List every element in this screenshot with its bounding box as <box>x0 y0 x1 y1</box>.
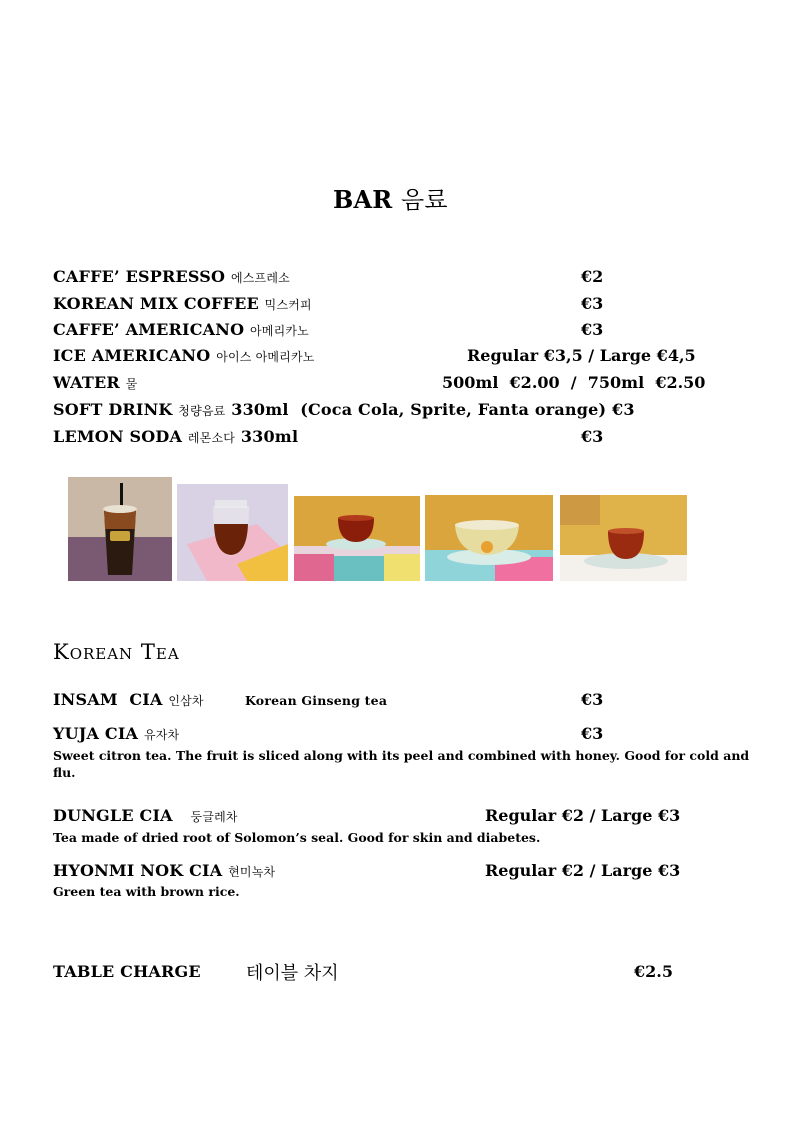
item-korean-name: 현미녹차 <box>228 865 276 879</box>
menu-item-americano <box>53 320 309 339</box>
item-price: Regular €3,5 / Large €4,5 <box>467 346 696 365</box>
yuja-tea-cup-photo <box>425 495 553 581</box>
item-korean-name: 물 <box>125 377 138 391</box>
item-price: €3 <box>581 320 604 339</box>
item-price: Regular €2 / Large €3 <box>485 806 681 825</box>
menu-item-soft-drink <box>53 400 635 419</box>
item-price: €3 <box>612 400 635 419</box>
item-description: Sweet citron tea. The fruit is sliced along with its peel and combined with honey. Good for cold and flu. <box>53 748 750 780</box>
item-price: Regular €2 / Large €3 <box>485 861 681 880</box>
menu-item-korean-mix-coffee <box>53 294 312 313</box>
menu-item-ice-americano <box>53 346 315 365</box>
item-korean-name: 청량음료 <box>178 404 226 418</box>
table-charge-price: €2.5 <box>634 962 673 981</box>
item-name: LEMON SODA <box>53 427 183 446</box>
item-name: KOREAN MIX COFFEE <box>53 294 259 313</box>
item-price: €3 <box>581 427 604 446</box>
menu-item-espresso <box>53 267 290 286</box>
item-price: €3 <box>581 294 604 313</box>
table-charge-korean: 테이블 차지 <box>246 963 339 984</box>
item-korean-name: 믹스커피 <box>264 298 312 312</box>
item-price: 500ml €2.00 / 750ml €2.50 <box>442 373 706 392</box>
menu-item-lemon-soda <box>53 427 298 446</box>
red-tea-cup-photo <box>294 496 420 581</box>
table-charge-label: TABLE CHARGE <box>53 962 201 981</box>
page-title <box>333 180 448 215</box>
item-name: ICE AMERICANO <box>53 346 211 365</box>
item-name: SOFT DRINK <box>53 400 173 419</box>
tea-item-yuja-cia <box>53 724 179 743</box>
item-korean-name: 아이스 아메리카노 <box>216 350 315 364</box>
item-description: Green tea with brown rice. <box>53 884 240 899</box>
item-name: CAFFE’ AMERICANO <box>53 320 245 339</box>
item-korean-name: 레몬소다 <box>187 431 236 445</box>
item-detail: 330ml <box>240 427 299 446</box>
item-description: Tea made of dried root of Solomon’s seal. Good for skin and diabetes. <box>53 830 541 845</box>
item-korean-name: 아메리카노 <box>250 324 309 338</box>
item-korean-name: 인삼차 <box>168 694 204 708</box>
item-korean-name: 둥글레차 <box>190 810 238 824</box>
tea-item-hyonmi-nok-cia <box>53 861 275 880</box>
item-name: HYONMI NOK CIA <box>53 861 223 880</box>
menu-item-water <box>53 373 137 392</box>
item-name: CAFFE’ ESPRESSO <box>53 267 226 286</box>
tea-item-insam-cia <box>53 690 204 709</box>
item-korean-name: 유자차 <box>143 728 180 742</box>
tea-item-dungle-cia <box>53 806 238 825</box>
item-name: DUNGLE CIA <box>53 806 173 825</box>
item-subtitle: Korean Ginseng tea <box>245 693 388 708</box>
iced-americano-photo <box>68 477 172 581</box>
item-price: €3 <box>581 690 604 709</box>
item-name: WATER <box>53 373 120 392</box>
black-tea-cup-photo <box>560 495 687 581</box>
item-name: YUJA CIA <box>53 724 139 743</box>
section-heading-korean-tea: Korean Tea <box>53 640 180 664</box>
item-price: €2 <box>581 267 604 286</box>
page-title-en: BAR <box>333 185 393 214</box>
item-korean-name: 에스프레소 <box>230 271 290 285</box>
tea-glass-photo <box>177 484 288 581</box>
item-name: INSAM CIA <box>53 690 163 709</box>
item-price: €3 <box>581 724 604 743</box>
page-title-ko: 음료 <box>401 186 448 214</box>
item-detail: 330ml (Coca Cola, Sprite, Fanta orange) <box>231 400 607 419</box>
